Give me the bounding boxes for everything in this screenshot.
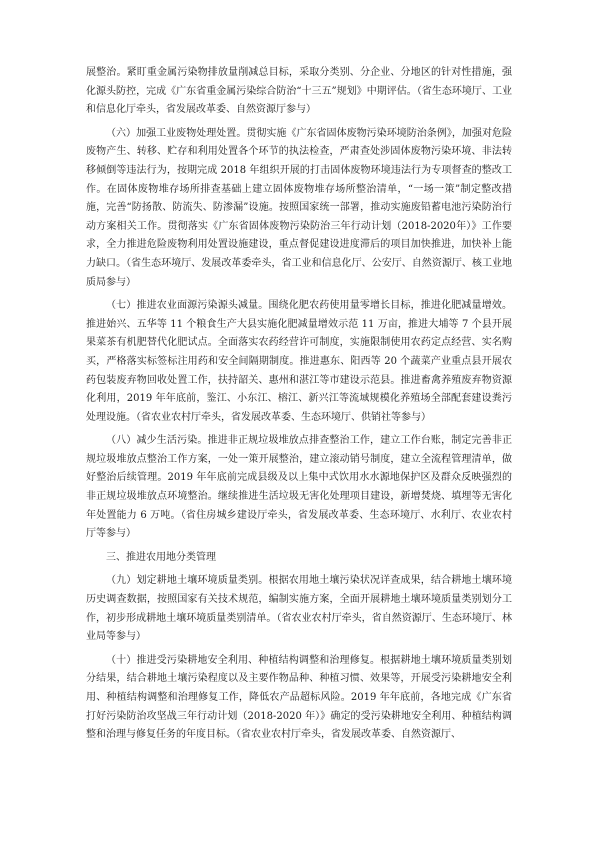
paragraph-agricultural-pollution: （七）推进农业面源污染源头减量。围绕化肥农药使用量零增长目标，推进化肥减量增效。推进始兴、五华等 11 个粮食生产大县实施化肥减量增效示范 11 万亩，推进大埔等 7 个县开展果菜茶有机肥替代化肥试点。全面落实农药经营许可制度，实施限制使用农药定点经营、实名购买，严格落实标签标注用药和安全间隔期制度。推进惠东、阳西等 20 个蔬菜产业重点县开展农药包装废弃物回收处置工作，扶持韶关、惠州和湛江等市建设示范县。推进畜禽养殖废弃物资源化利用，2019 年年底前，鉴江、小东江、榕江、新兴江等流域规模化养殖场全部配套建设粪污处理设施。（省农业农村厅牵头，省发展改革委、生态环境厅、供销社等参与） <box>86 300 512 423</box>
paragraph-farmland-remediation: （十）推进受污染耕地安全利用、种植结构调整和治理修复。根据耕地土壤环境质量类别划分结果，结合耕地土壤污染程度以及主要作物品种、种植习惯、效果等，开展受污染耕地安全利用、种植结构调整和治理修复工作，降低农产品超标风险。2019 年年底前，各地完成《广东省打好污染防治攻坚战三年行动计划（2018-2020 年）》确定的受污染耕地安全利用、种植结构调整和治理与修复任务的年度目标。（省农业农村厅牵头，省发展改革委、自然资源厅、 <box>86 654 512 741</box>
paragraph-industrial-waste: （六）加强工业废物处理处置。贯彻实施《广东省固体废物污染环境防治条例》，加强对危险废物产生、转移、贮存和利用处置各个环节的执法检查，严肃查处涉固体废物污染环境、非法转移倾倒等违法行为，按期完成 2018 年组织开展的打击固体废物环境违法行为专项督查的整改工作。在固体废物堆存场所排查基础上建立固体废物堆存场所整治清单，“一场一策”制定整改措施，完善“防扬散、防流失、防渗漏”设施。按照国家统一部署，推动实施废铅蓄电池污染防治行动方案相关工作。贯彻落实《广东省固体废物污染防治三年行动计划（2018-2020年）》工作要求，全力推进危险废物利用处置设施建设，重点督促建设进度滞后的项目加快推进，加快补上能力缺口。（省生态环境厅、发展改革委牵头，省工业和信息化厅、公安厅、自然资源厅、核工业地质局参与） <box>86 127 512 288</box>
paragraph-heavy-metal-control: 展整治。紧盯重金属污染物排放量削减总目标，采取分类别、分企业、分地区的针对性措施，强化源头防控，完成《广东省重金属污染综合防治“十三五”规划》中期评估。（省生态环境厅、工业和信息化厅牵头，省发展改革委、自然资源厅参与） <box>86 67 512 116</box>
document-page <box>86 64 512 750</box>
section-heading-farmland-management: 三、推进农用地分类管理 <box>106 551 216 563</box>
paragraph-soil-classification: （九）划定耕地土壤环境质量类别。根据农用地土壤污染状况详查成果，结合耕地土壤环境历史调查数据，按照国家有关技术规范，编制实施方案，全面开展耕地土壤环境质量类别划分工作，初步形成耕地土壤环境质量类别清单。（省农业农村厅牵头，省自然资源厅、生态环境厅、林业局等参与） <box>86 575 512 643</box>
paragraph-domestic-pollution: （八）减少生活污染。推进非正规垃圾堆放点排查整治工作，建立工作台账，制定完善非正规垃圾堆放点整治工作方案，一处一策开展整治，建立滚动销号制度，建立全流程管理清单，做好整治后续管理。2019 年年底前完成县级及以上集中式饮用水水源地保护区及群众反映强烈的非正规垃圾堆放点环境整治。继续推进生活垃圾无害化处理项目建设，新增焚烧、填埋等无害化年处置能力 6 万吨。（省住房城乡建设厅牵头，省发展改革委、生态环境厅、水利厅、农业农村厅等参与） <box>86 435 512 540</box>
